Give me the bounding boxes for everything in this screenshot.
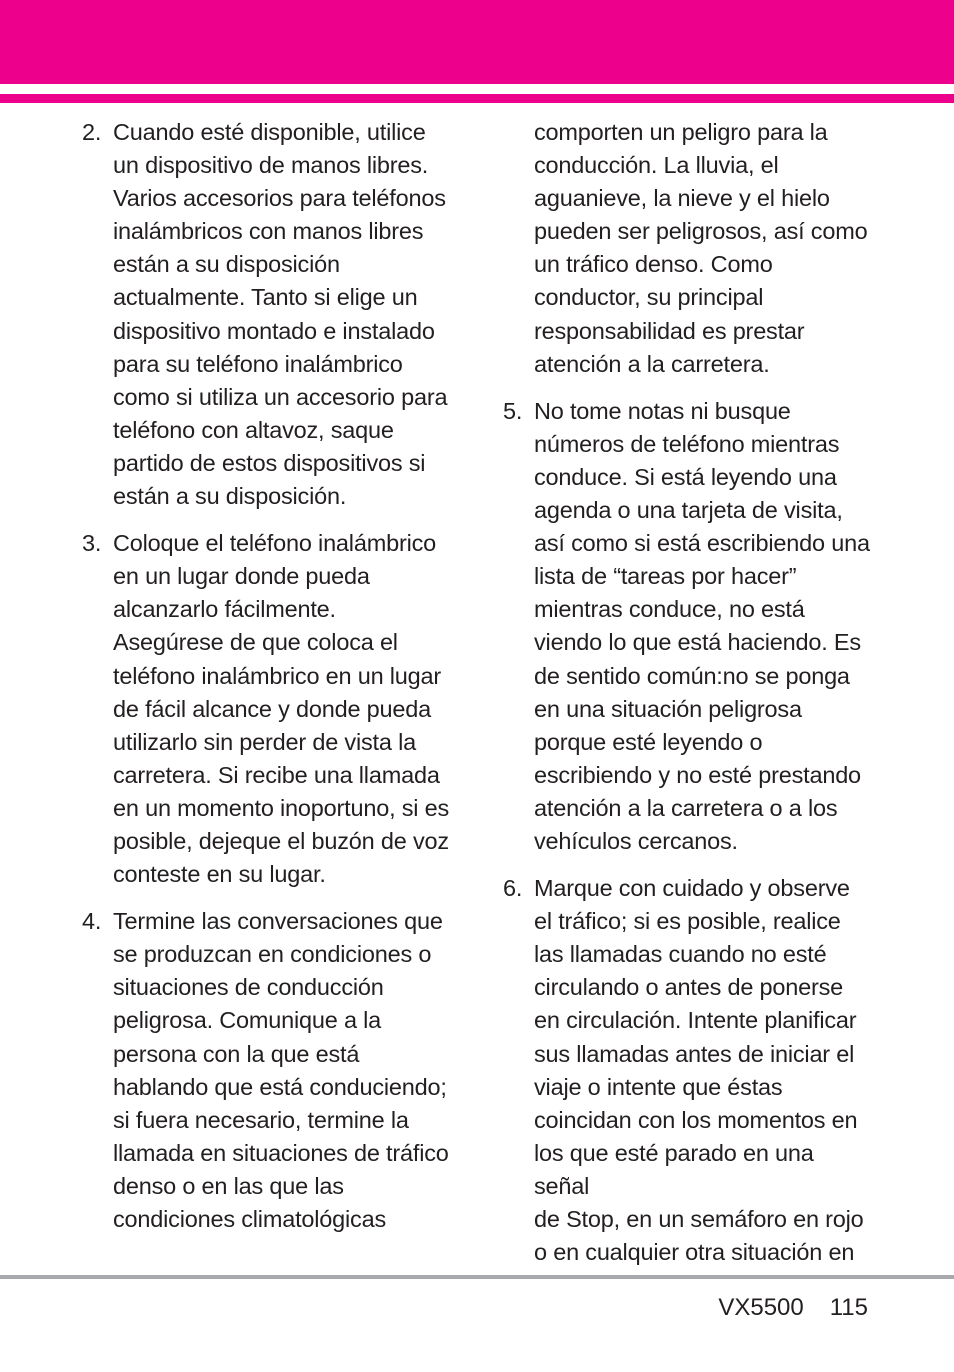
list-item-5 [503,395,875,858]
item-text: No tome notas ni busque números de teléfono mientras conduce. Si está leyendo una agenda o una tarjeta de visita, así como si está escribiendo una lista de “tareas por hacer” mientras conduce, no está viendo lo que está haciendo. Es de sentido común:no se ponga en una situación peligrosa porque esté leyendo o escribiendo y no esté prestando atención a la carretera o a los vehículos cercanos. [534,397,870,854]
item-number: 2. [82,119,102,145]
header-band [0,0,954,84]
footer-rule [0,1275,954,1279]
list-item-4 [82,905,454,1236]
item-number: 3. [82,530,102,557]
item-number: 5. [503,397,523,424]
header-rule [0,94,954,103]
item-text: Marque con cuidado y observe el tráfico; si es posible, realice las llamadas cuando no esté circulando o antes de ponerse en circulación. Intente planificar sus llamadas antes de iniciar el viaje o intente que éstas coincidan con los momentos en los que esté parado en una señal de Stop, en un semáforo en rojo o en cualquier otra situación en [534,875,864,1266]
list-item-3 [82,527,454,891]
item-number: 4. [82,908,102,935]
list-item-2 [82,116,454,513]
list-item-6 [503,872,875,1269]
right-column [503,116,875,1283]
item-number: 6. [503,875,523,902]
left-column [82,116,454,1250]
item-text: Cuando esté disponible, utilice un dispositivo de manos libres. Varios accesorios para teléfonos inalámbricos con manos libres están a su disposición actualmente. Tanto si elige un dispositivo montado e instalado para su teléfono inalámbrico como si utiliza un accesorio para teléfono con altavoz, saque partido de estos dispositivos si están a su disposición. [113,119,448,510]
item-text: Termine las conversaciones que se produzcan en condiciones o situaciones de conducción peligrosa. Comunique a la persona con la que está hablando que está conduciendo; si fuera necesario, termine la llamada en situaciones de tráfico denso o en las que las condiciones climatológicas [113,908,449,1232]
item-text: Coloque el teléfono inalámbrico en un lugar donde pueda alcanzarlo fácilmente. Asegúrese de que coloca el teléfono inalámbrico en un lugar de fácil alcance y donde pueda utilizarlo sin perder de vista la carretera. Si recibe una llamada en un momento inoportuno, si es posible, dejeque el buzón de voz conteste en su lugar. [113,530,450,888]
page-number: 115 [829,1294,868,1321]
page-footer [718,1292,868,1324]
item-4-continuation: comporten un peligro para la conducción. La lluvia, el aguanieve, la nieve y el hielo pueden ser peligrosos, así como un tráfico denso. Como conductor, su principal responsabilidad es prestar atención a la carretera. [534,119,868,377]
model-name: VX5500 [718,1294,804,1321]
